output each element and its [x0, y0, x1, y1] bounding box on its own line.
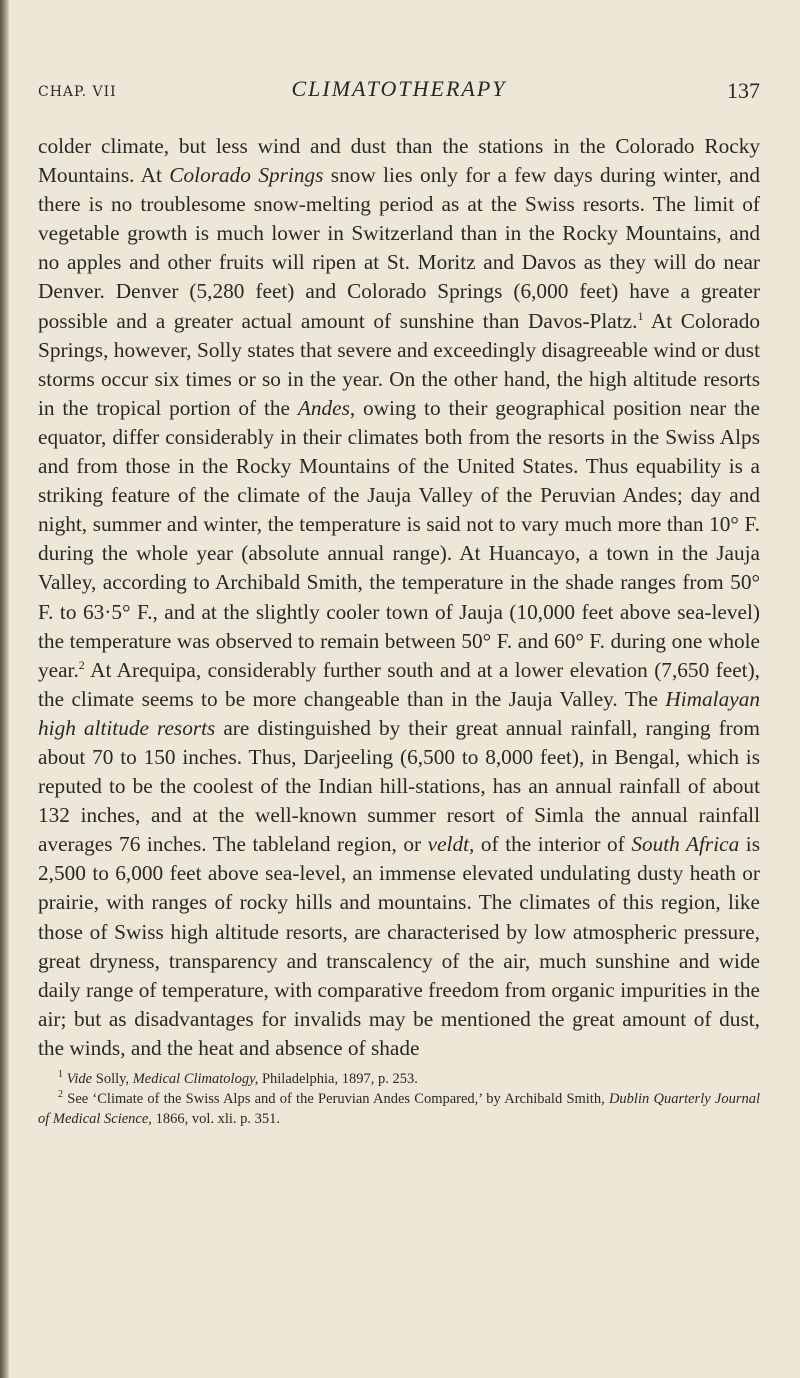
text-run: At Arequipa, considerably further south and at a lower elevation (7,650 feet), the climate seems to be more changeable than in the Jauja Valley. The [38, 657, 760, 711]
footnote-ref: 1 [637, 308, 644, 323]
text-run: snow lies only for a few days during winter, and there is no troublesome snow-melting period as at the Swiss resorts. The limit of vegetable growth is much lower in Switzerland than in the Rocky Mountains, and no apples and other fruits will ripen at St. Moritz and Davos as they will do near Denver. Denver (5,280 feet) and Colorado Springs (6,000 feet) have a greater possible and a greater actual amount of sunshine than Davos-Platz. [38, 163, 760, 333]
text-run: are distinguished by their great annual rainfall, ranging from about 70 to 150 inches. Thus, Darjeeling (6,500 to 8,000 feet), in Bengal, which is reputed to be the coolest of the Indian hill-stations, has an annual rainfall of about 132 inches, and at the well-known summer resort of Simla the annual rainfall averages 76 inches. The tableland region, or [38, 715, 760, 857]
footnote [38, 1069, 760, 1089]
footnote-text: See ‘Climate of the Swiss Alps and of the Peruvian Andes Compared,’ by Archibald Smith, [67, 1091, 609, 1107]
footnotes [38, 1069, 760, 1129]
book-page [38, 72, 760, 1129]
footnote-text-italic: Vide [66, 1071, 93, 1087]
footnote [38, 1089, 760, 1129]
text-run: is 2,500 to 6,000 feet above sea-level, an immense elevated undulating dusty heath or prairie, with ranges of rocky hills and mountains. The climates of this region, like those of Swiss high altitude resorts, are characterised by low atmospheric pressure, great dryness, transparency and transcalency of the air, much sunshine and wide daily range of temperature, with comparative freedom from organic impurities in the air; but as disadvantages for invalids may be mentioned the great amount of dust, the winds, and the heat and absence of shade [38, 832, 760, 1060]
book-spine-shadow [0, 0, 9, 1378]
text-run-italic: Himalayan high altitude resorts [38, 686, 760, 740]
text-run-italic: Colorado Springs [169, 163, 324, 188]
footnote-mark: 1 [58, 1069, 63, 1081]
chapter-label: CHAP. VII [38, 84, 117, 100]
text-run: colder climate, but less wind and dust than the stations in the Colorado Rocky Mountains. At [38, 134, 760, 188]
running-title: CLIMATOTHERAPY [291, 76, 507, 101]
text-run-italic: South Africa [631, 832, 740, 857]
footnote-text: 1866, vol. xli. p. 351. [151, 1111, 281, 1127]
text-run-italic: Andes [297, 395, 350, 420]
text-run: At Colorado Springs, however, Solly states that severe and exceedingly disagreeable wind or dust storms occur six times or so in the year. On the other hand, the high altitude resorts in the tropical portion of the [38, 308, 761, 420]
footnote-text-italic: Medical Climatology, [132, 1071, 259, 1087]
footnote-text-italic: Dublin Quarterly Journal of Medical Science, [38, 1091, 760, 1127]
footnote-text: Solly, [92, 1071, 133, 1087]
body-paragraph [38, 132, 760, 1063]
footnote-text: Philadelphia, 1897, p. 253. [258, 1071, 418, 1087]
text-run: , owing to their geographical position near the equator, differ considerably in their climates both from the resorts in the Swiss Alps and from those in the Rocky Mountains of the United States. Thus equability is a striking feature of the climate of the Jauja Valley of the Peruvian Andes; day and night, summer and winter, the temperature is said not to vary much more than 10° F. during the whole year (absolute annual range). At Huancayo, a town in the Jauja Valley, according to Archibald Smith, the temperature in the shade ranges from 50° F. to 63·5° F., and at the slightly cooler town of Jauja (10,000 feet above sea-level) the temperature was observed to remain between 50° F. and 60° F. during one whole year. [38, 395, 761, 682]
text-run: of the interior of [474, 832, 632, 857]
page-number: 137 [727, 78, 760, 103]
running-head [38, 72, 760, 112]
footnote-mark: 2 [58, 1089, 63, 1101]
text-run-italic: veldt, [427, 832, 475, 857]
footnote-ref: 2 [78, 657, 85, 672]
